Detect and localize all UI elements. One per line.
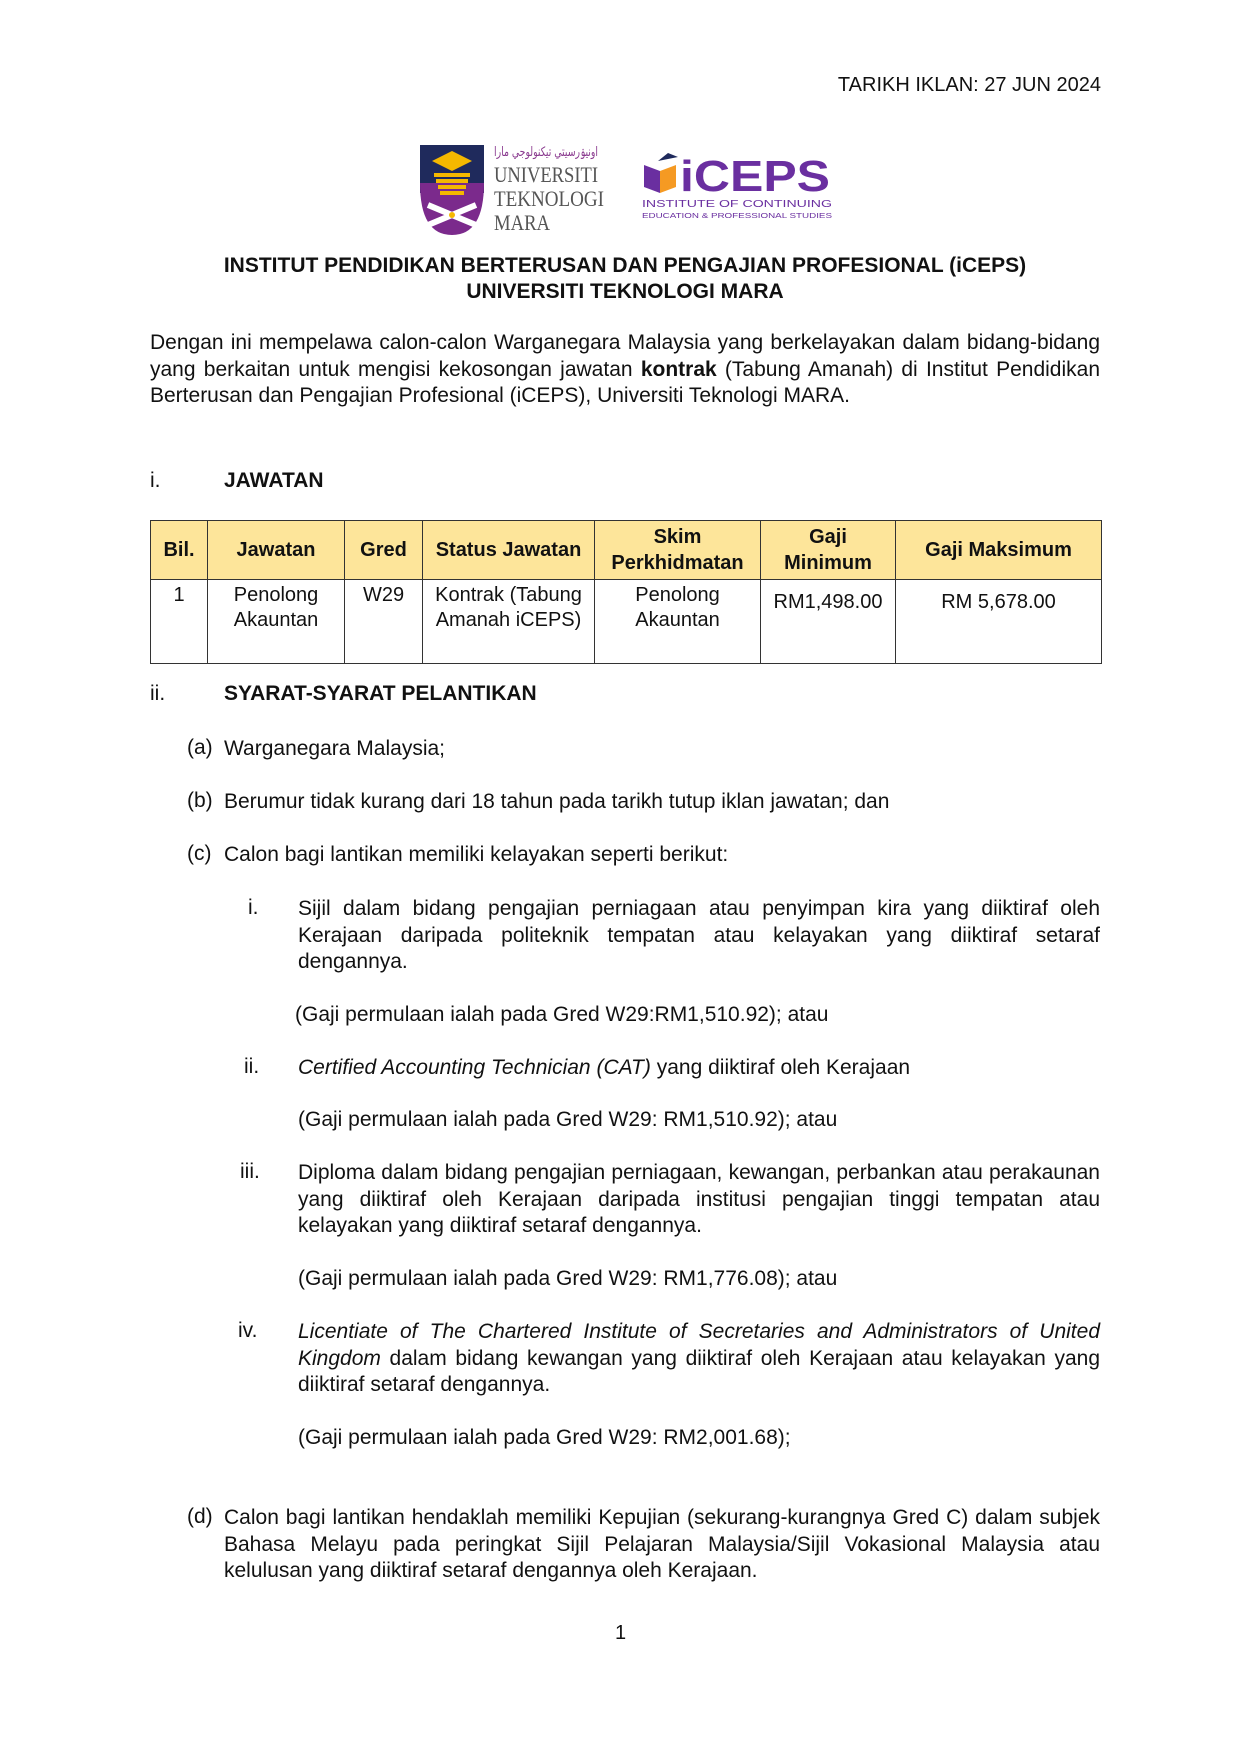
col-gred: Gred [345,521,423,580]
table-row [151,580,1102,664]
item-a-text: Warganegara Malaysia; [224,737,445,760]
col-gaji-min: Gaji Minimum [761,521,896,580]
qual-1-salary: (Gaji permulaan ialah pada Gred W29:RM1,510.92); atau [295,1003,829,1026]
section-2-title: SYARAT-SYARAT PELANTIKAN [224,682,537,705]
qual-1-text: Sijil dalam bidang pengajian perniagaan atau penyimpan kira yang diiktiraf oleh Kerajaan daripada politeknik tempatan atau kelayakan yang diiktiraf setaraf dengannya. [298,897,1100,973]
cell-gaji-max: RM 5,678.00 [896,580,1102,664]
uitm-arabic-text: اونيۏرسيتي تيكنولوجي مارا [494,145,598,160]
iceps-tagline-line1: INSTITUTE OF CONTINUING [642,198,832,210]
qual-4-label: iv. [238,1319,258,1342]
intro-bold-kontrak: kontrak [640,357,717,381]
cell-status: Kontrak (Tabung Amanah iCEPS) [423,580,595,664]
title-line-1: INSTITUT PENDIDIKAN BERTERUSAN DAN PENGAJIAN PROFESIONAL (iCEPS) [223,254,1027,277]
col-gaji-max: Gaji Maksimum [896,521,1102,580]
item-c-text: Calon bagi lantikan memiliki kelayakan seperti berikut: [224,843,729,866]
col-bil: Bil. [151,521,208,580]
section-1-number: i. [150,469,161,492]
col-skim: Skim Perkhidmatan [595,521,761,580]
qual-2-label: ii. [244,1055,260,1078]
intro-text-2: (Tabung Amanah) di Institut Pendidikan Berterusan dan Pengajian Profesional (iCEPS), Universiti Teknologi MARA. [150,357,1100,407]
title-line-2: UNIVERSITI TEKNOLOGI MARA [466,280,784,303]
item-d-text: Calon bagi lantikan hendaklah memiliki Kepujian (sekurang-kurangnya Gred C) dalam subjek Bahasa Melayu pada peringkat Sijil Pelajaran Malaysia/Sijil Vokasional Malaysia atau kelulusan yang diiktiraf setaraf dengannya oleh Kerajaan. [224,1506,1100,1582]
cell-bil: 1 [151,580,208,664]
item-c-label: (c) [187,842,212,865]
qual-1-label: i. [248,896,259,919]
item-b-text: Berumur tidak kurang dari 18 tahun pada tarikh tutup iklan jawatan; dan [224,790,890,813]
uitm-iceps-logos [418,143,838,238]
col-status: Status Jawatan [423,521,595,580]
cell-gaji-min: RM1,498.00 [761,580,896,664]
intro-paragraph [150,330,1100,410]
uitm-name-line3: MARA [494,210,551,235]
qual-3-label: iii. [240,1160,260,1183]
item-b-label: (b) [187,789,213,812]
item-a-label: (a) [187,736,213,759]
iceps-tagline-line2: EDUCATION & PROFESSIONAL STUDIES [642,211,832,220]
qual-4-salary: (Gaji permulaan ialah pada Gred W29: RM2,001.68); [298,1426,791,1449]
intro-text-1: Dengan ini mempelawa calon-calon Warganegara Malaysia yang berkelayakan dalam bidang-bidang yang berkaitan untuk mengisi kekosongan jawatan [150,331,1100,381]
position-table [150,520,1102,664]
advertisement-date: TARIKH IKLAN: 27 JUN 2024 [837,74,1101,96]
section-2-number: ii. [150,682,166,705]
item-d-label: (d) [187,1505,213,1528]
qual-2-text: Certified Accounting Technician (CAT) yang diiktiraf oleh Kerajaan [298,1056,911,1079]
section-1-title: JAWATAN [224,469,324,492]
cell-gred: W29 [345,580,423,664]
col-jawatan: Jawatan [208,521,345,580]
cell-jawatan: Penolong Akauntan [208,580,345,664]
uitm-crest-logo [420,145,484,235]
document-title [140,253,1110,305]
iceps-book-icon [644,153,678,193]
cell-skim: Penolong Akauntan [595,580,761,664]
uitm-name-line2: TEKNOLOGI [494,186,604,211]
qual-4-text: Licentiate of The Chartered Institute of Secretaries and Administrators of United Kingdom dalam bidang kewangan yang diiktiraf oleh Kerajaan atau kelayakan yang diiktiraf setaraf dengannya. [298,1320,1100,1396]
qual-3-text: Diploma dalam bidang pengajian perniagaan, kewangan, perbankan atau perakaunan yang diiktiraf oleh Kerajaan daripada institusi pengajian tinggi tempatan atau kelayakan yang diiktiraf setaraf dengannya. [298,1161,1100,1237]
table-header-row [151,521,1102,580]
qual-3-salary: (Gaji permulaan ialah pada Gred W29: RM1,776.08); atau [298,1267,838,1290]
iceps-wordmark: iCEPS [680,152,830,201]
page-number: 1 [614,1622,627,1644]
logo-banner [418,143,838,238]
uitm-name-line1: UNIVERSITI [494,162,598,187]
qual-2-salary: (Gaji permulaan ialah pada Gred W29: RM1,510.92); atau [298,1108,838,1131]
